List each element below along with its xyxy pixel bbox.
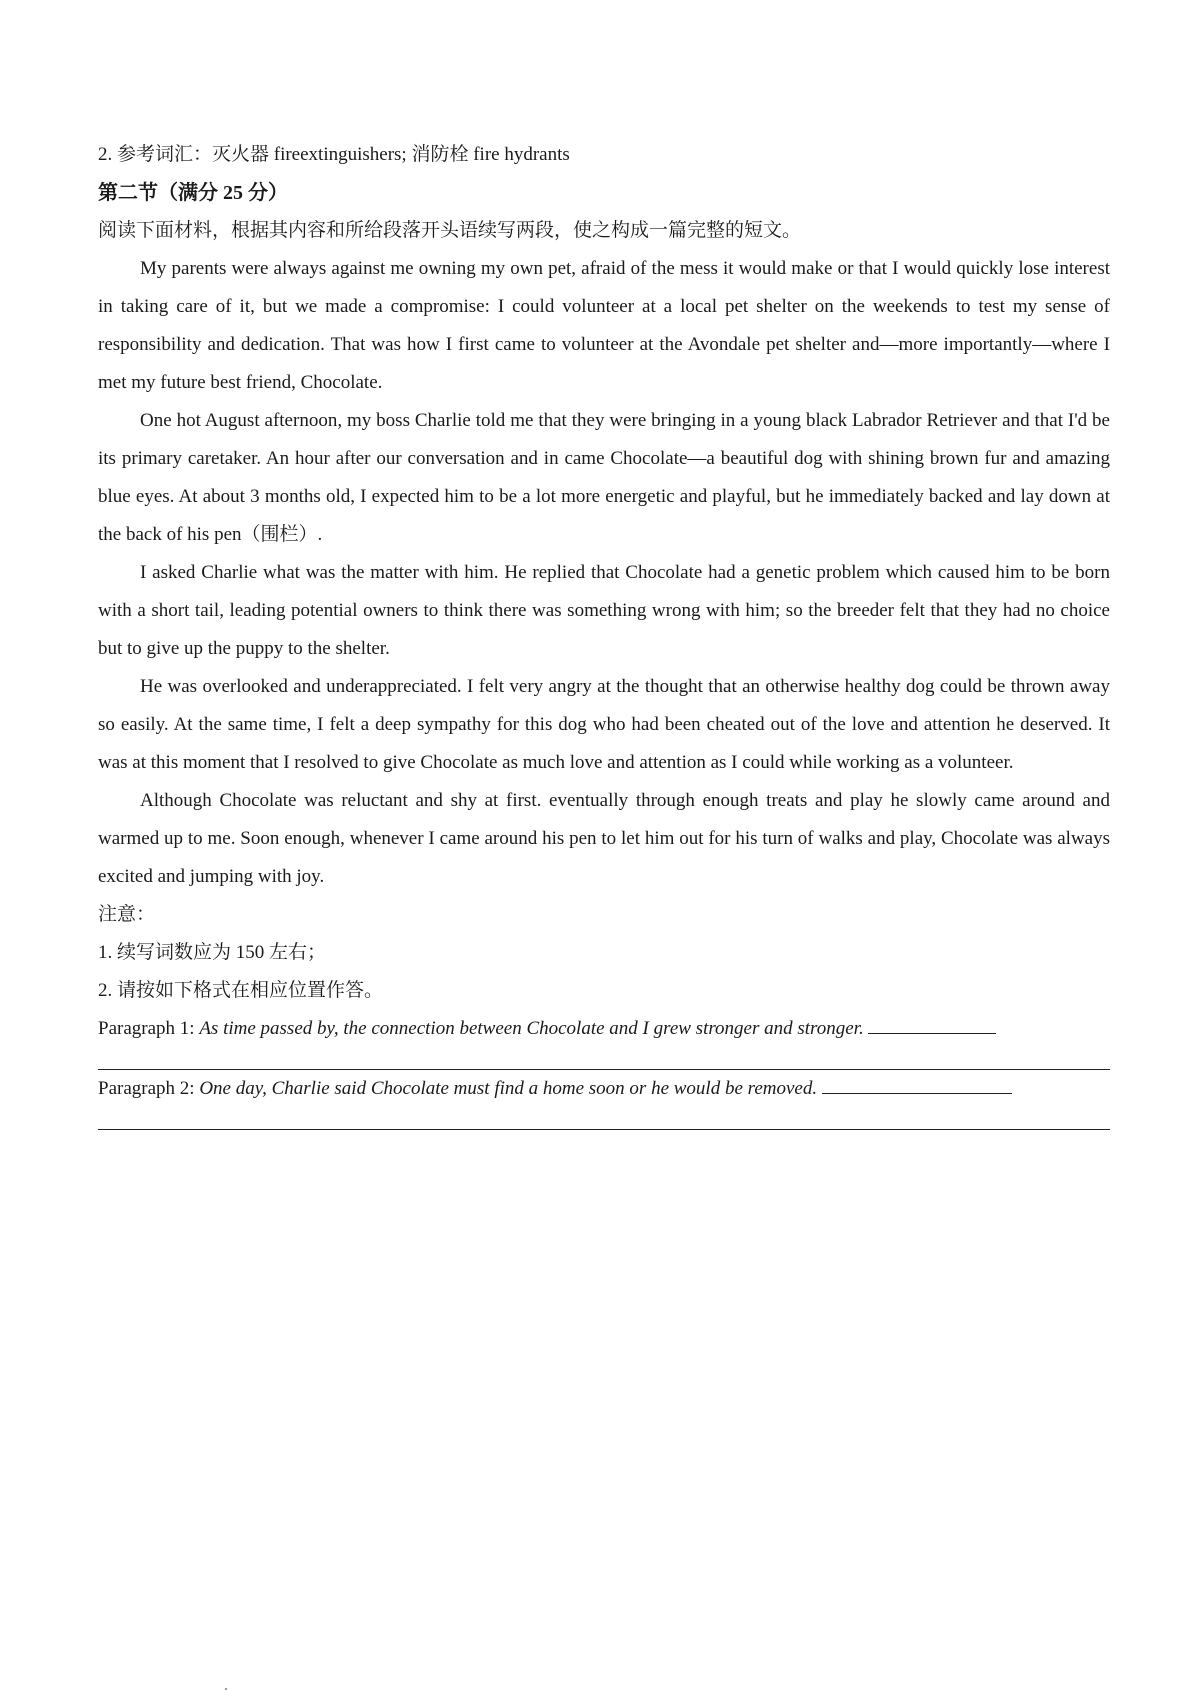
- paragraph-1-prompt: [98, 1010, 1110, 1048]
- story-paragraph: He was overlooked and underappreciated. I felt very angry at the thought that an otherwise healthy dog could be thrown away so easily. At the same time, I felt a deep sympathy for this dog who had been cheated out of the love and attention he deserved. It was at this moment that I resolved to give Chocolate as much love and attention as I could while working as a volunteer.: [98, 676, 1110, 773]
- story-paragraph: My parents were always against me owning my own pet, afraid of the mess it would make or that I would quickly lose interest in taking care of it, but we made a compromise: I could volunteer at a local pet shelter on the weekends to test my sense of responsibility and dedication. That was how I first came to volunteer at the Avondale pet shelter and—more importantly—where I met my future best friend, Chocolate.: [98, 258, 1110, 393]
- task-instruction: 阅读下面材料，根据其内容和所给段落开头语续写两段，使之构成一篇完整的短文。: [98, 220, 802, 241]
- paragraph-1-label: Paragraph 1:: [98, 1018, 200, 1039]
- paragraph-2-prompt: [98, 1070, 1110, 1108]
- answer-blank[interactable]: [822, 1075, 1012, 1094]
- note-item-word-count: 1. 续写词数应为 150 左右；: [98, 942, 327, 963]
- paragraph-2-label: Paragraph 2:: [98, 1078, 200, 1099]
- reference-vocabulary-note: 2. 参考词汇：灭火器 fireextinguishers; 消防栓 fire hydrants: [98, 144, 570, 165]
- paragraph-1-opening: As time passed by, the connection between Chocolate and I grew stronger and stronger.: [199, 1018, 864, 1039]
- document-page: [98, 136, 1110, 1130]
- note-item-format: 2. 请按如下格式在相应位置作答。: [98, 980, 384, 1001]
- notes-label: 注意：: [98, 904, 156, 925]
- answer-blank[interactable]: [868, 1015, 996, 1034]
- section-title: 第二节（满分 25 分）: [98, 182, 288, 204]
- story-paragraph: One hot August afternoon, my boss Charlie told me that they were bringing in a young black Labrador Retriever and that I'd be its primary caretaker. An hour after our conversation and in came Chocolate—a beautiful dog with shining brown fur and amazing blue eyes. At about 3 months old, I expected him to be a lot more energetic and playful, but he immediately backed and lay down at the back of his pen（围栏）.: [98, 410, 1110, 545]
- page-mark: [225, 1688, 227, 1690]
- paragraph-2-opening: One day, Charlie said Chocolate must find a home soon or he would be removed.: [199, 1078, 818, 1099]
- story-paragraph: I asked Charlie what was the matter with him. He replied that Chocolate had a genetic problem which caused him to be born with a short tail, leading potential owners to think there was something wrong with him; so the breeder felt that they had no choice but to give up the puppy to the shelter.: [98, 562, 1110, 659]
- story-paragraph: Although Chocolate was reluctant and shy at first. eventually through enough treats and play he slowly came around and warmed up to me. Soon enough, whenever I came around his pen to let him out for his turn of walks and play, Chocolate was always excited and jumping with joy.: [98, 790, 1110, 887]
